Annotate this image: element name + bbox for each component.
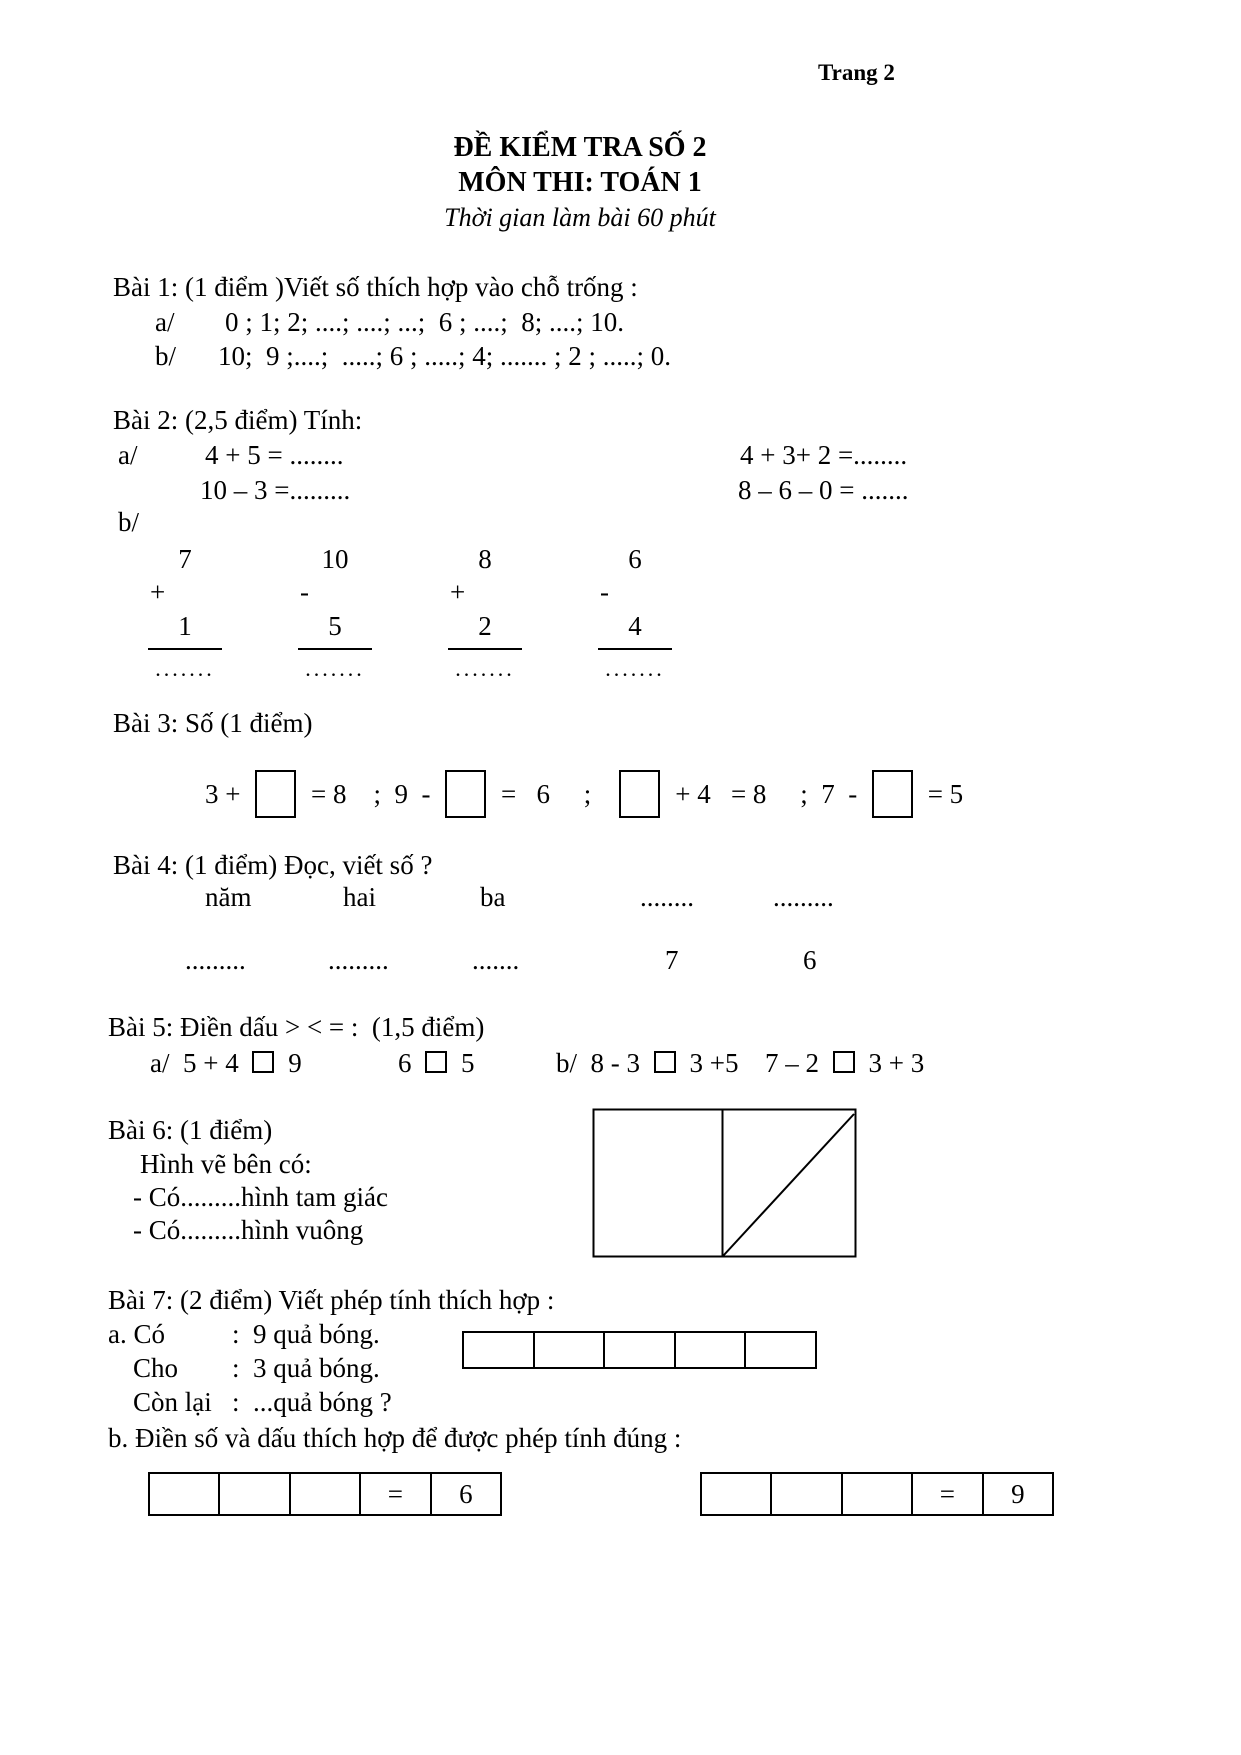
strip-cell-equals: = (913, 1474, 983, 1514)
strip-cell (702, 1474, 772, 1514)
equation-post: + 4 = 8 (668, 778, 767, 809)
bai6-heading: Bài 6: (1 điểm) (108, 1115, 273, 1145)
bottom-operand: 2 (478, 611, 492, 641)
equation (205, 770, 346, 818)
answer-strip-a (462, 1331, 817, 1369)
answer-line (298, 648, 372, 650)
bai1-b-sequence: 10; 9 ;....; .....; 6 ; .....; 4; ....... ; 2 ; .....; 0. (218, 341, 672, 371)
comparison-box (252, 1051, 274, 1073)
top-operand: 6 (628, 544, 642, 574)
answer-box (255, 770, 296, 818)
answer-box (872, 770, 913, 818)
answer-box (445, 770, 486, 818)
equation (766, 770, 963, 818)
equation-strip-1 (148, 1472, 502, 1516)
page-number: Trang 2 (818, 60, 895, 85)
bai2-expr-2: 4 + 3+ 2 =........ (740, 440, 908, 470)
item-post: 9 (281, 1048, 302, 1078)
bai1-b-label: b/ (155, 341, 177, 371)
strip-cell (746, 1333, 815, 1367)
equation (550, 770, 766, 818)
item-pre: b/ 8 - 3 (556, 1048, 647, 1078)
equation-strip-2 (700, 1472, 1054, 1516)
item-pre: 7 – 2 (765, 1048, 826, 1078)
comparison-box (654, 1051, 676, 1073)
strip-cell-result: 9 (1011, 1478, 1025, 1509)
bai4-number: 7 (665, 945, 679, 975)
bai2-b-label: b/ (118, 507, 140, 537)
equation (346, 770, 549, 818)
bai4-word: hai (343, 882, 376, 912)
bai4-word: năm (205, 882, 252, 912)
vertical-arithmetic (110, 541, 710, 679)
comparison-box (833, 1051, 855, 1073)
bai1-heading: Bài 1: (1 điểm )Viết số thích hợp vào chỗ trống : (113, 272, 638, 302)
vertical-problem (410, 541, 560, 679)
strip-cell-equals: = (361, 1474, 431, 1514)
equation-pre: 3 + (205, 778, 248, 809)
answer-dots: ....... (455, 656, 515, 681)
vertical-problem (260, 541, 410, 679)
top-operand: 8 (478, 544, 492, 574)
answer-line (448, 648, 522, 650)
bai4-heading: Bài 4: (1 điểm) Đọc, viết số ? (113, 850, 433, 880)
bai6-line1: Hình vẽ bên có: (140, 1149, 312, 1179)
bai4-blank: ....... (472, 945, 520, 975)
answer-dots: ....... (605, 656, 665, 681)
bai5-item (765, 1048, 924, 1079)
item-pre: a/ 5 + 4 (150, 1048, 246, 1078)
bai2-a-label: a/ (118, 440, 138, 470)
item-pre: 6 (398, 1048, 419, 1078)
equation-pre: ; (549, 778, 612, 809)
strip-cell-result: 6 (459, 1478, 473, 1509)
bai5-item (398, 1048, 475, 1079)
strip-cell (676, 1333, 747, 1367)
operator: - (300, 577, 309, 607)
bai5-item (150, 1048, 302, 1079)
bai4-blank: ......... (185, 945, 246, 975)
strip-cell (772, 1474, 842, 1514)
vertical-problem (560, 541, 710, 679)
strip-cell (605, 1333, 676, 1367)
bai7-heading: Bài 7: (2 điểm) Viết phép tính thích hợp : (108, 1285, 555, 1315)
subject-title: MÔN THI: TOÁN 1 (458, 167, 702, 198)
operator: + (450, 577, 466, 607)
bai7-row-label: a. Có (108, 1319, 165, 1349)
operator: - (600, 577, 609, 607)
bottom-operand: 5 (328, 611, 342, 641)
bai6-line3: - Có.........hình vuông (133, 1215, 364, 1245)
bai4-blank: ......... (328, 945, 389, 975)
strip-cell (843, 1474, 913, 1514)
bai4-word: ba (480, 882, 506, 912)
answer-dots: ....... (155, 656, 215, 681)
bottom-operand: 4 (628, 611, 642, 641)
duration-note: Thời gian làm bài 60 phút (444, 203, 716, 232)
bai3-equations (205, 770, 963, 818)
bai4-blank: ........ (640, 882, 694, 912)
item-post: 3 +5 (682, 1048, 739, 1078)
bai3-heading: Bài 3: Số (1 điểm) (113, 708, 313, 738)
bai6-line2: - Có.........hình tam giác (133, 1182, 388, 1212)
bai7-row-label: Còn lại (133, 1387, 212, 1417)
strip-cell (150, 1474, 220, 1514)
bai7-b-line: b. Điền số và dấu thích hợp để được phép tính đúng : (108, 1423, 682, 1453)
top-operand: 10 (321, 544, 349, 574)
answer-line (598, 648, 672, 650)
strip-cell (535, 1333, 606, 1367)
answer-box (619, 770, 660, 818)
bai7-row-value: : 9 quả bóng. (232, 1319, 380, 1349)
vertical-problem (110, 541, 260, 679)
bai4-number: 6 (803, 945, 817, 975)
strip-cell (220, 1474, 290, 1514)
comparison-box (425, 1051, 447, 1073)
bai7-row-value: : ...quả bóng ? (232, 1387, 392, 1417)
item-post: 5 (454, 1048, 475, 1078)
operator: + (150, 577, 166, 607)
bai2-expr-3: 10 – 3 =......... (200, 475, 351, 505)
bai5-item (556, 1048, 738, 1079)
bai7-row-value: : 3 quả bóng. (232, 1353, 380, 1383)
strip-cell (464, 1333, 535, 1367)
bai2-heading: Bài 2: (2,5 điểm) Tính: (113, 405, 363, 435)
geometry-figure (592, 1108, 857, 1258)
equation-post: = 8 (304, 778, 347, 809)
figure-diagonal (723, 1114, 854, 1256)
bai2-expr-1: 4 + 5 = ........ (205, 440, 344, 470)
figure-rectangle (594, 1110, 856, 1257)
bai1-a-label: a/ (155, 307, 175, 337)
exam-title: ĐỀ KIỂM TRA SỐ 2 (453, 132, 707, 163)
bottom-operand: 1 (178, 611, 192, 641)
equation-post: = 6 (494, 778, 550, 809)
equation-pre: ; 9 - (346, 778, 438, 809)
bai1-a-sequence: 0 ; 1; 2; ....; ....; ...; 6 ; ....; 8; ....; 10. (225, 307, 625, 337)
answer-line (148, 648, 222, 650)
equation-pre: ; 7 - (766, 778, 864, 809)
bai7-row-label: Cho (133, 1353, 179, 1383)
answer-dots: ....... (305, 656, 365, 681)
bai2-expr-4: 8 – 6 – 0 = ....... (738, 475, 909, 505)
equation-post: = 5 (920, 778, 964, 809)
bai5-heading: Bài 5: Điền dấu > < = : (1,5 điểm) (108, 1012, 485, 1042)
item-post: 3 + 3 (861, 1048, 925, 1078)
strip-cell (291, 1474, 361, 1514)
bai4-blank: ......... (773, 882, 834, 912)
top-operand: 7 (178, 544, 192, 574)
